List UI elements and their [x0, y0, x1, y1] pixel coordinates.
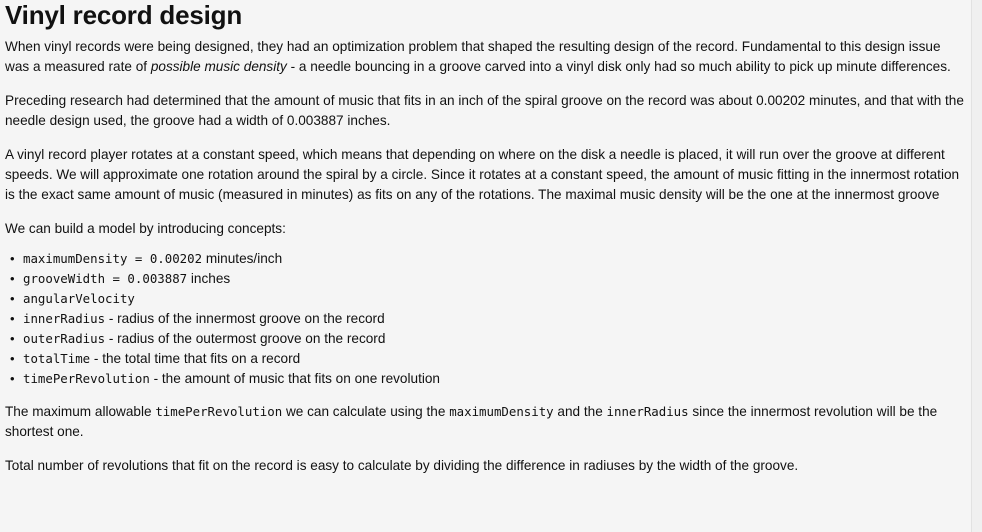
list-item: • grooveWidth = 0.003887 inches — [23, 269, 965, 289]
concepts-list — [5, 249, 965, 389]
scrollbar[interactable] — [971, 0, 982, 532]
list-item: • timePerRevolution - the amount of music that fits on one revolution — [23, 369, 965, 389]
page-title: Vinyl record design — [5, 0, 243, 30]
intro-paragraph: When vinyl records were being designed, they had an optimization problem that shaped the resulting design of the record. Fundamental to this design issue was a measured rate of possible music density - a needle bouncing in a groove carved into a vinyl disk only had so much ability to pick up minute differences. — [5, 39, 951, 74]
list-item: • angularVelocity — [23, 289, 965, 309]
emphasis-text: possible music density — [150, 59, 287, 74]
model-intro-paragraph: We can build a model by introducing concepts: — [5, 221, 286, 236]
list-item: • outerRadius - radius of the outermost groove on the record — [23, 329, 965, 349]
research-paragraph: Preceding research had determined that the amount of music that fits in an inch of the spiral groove on the record was about 0.00202 minutes, and that with the needle design used, the groove had a width of 0.003887 inches. — [5, 93, 964, 128]
rotation-paragraph: A vinyl record player rotates at a constant speed, which means that depending on where on the disk a needle is placed, it will run over the groove at different speeds. We will approximate one rotation around the spiral by a circle. Since it rotates at a constant speed, the amount of music fitting in the innermost rotation is the exact same amount of music (measured in minutes) as fits on any of the rotations. The maximal music density will be the one at the innermost groove — [5, 147, 960, 202]
article-content — [5, 0, 965, 476]
list-item: • maximumDensity = 0.00202 minutes/inch — [23, 249, 965, 269]
revolutions-paragraph: Total number of revolutions that fit on the record is easy to calculate by dividing the difference in radiuses by the width of the groove. — [5, 458, 799, 473]
list-item: • totalTime - the total time that fits on a record — [23, 349, 965, 369]
calculation-paragraph: The maximum allowable timePerRevolution we can calculate using the maximumDensity and the innerRadius since the innermost revolution will be the shortest one. — [5, 404, 938, 439]
list-item: • innerRadius - radius of the innermost groove on the record — [23, 309, 965, 329]
